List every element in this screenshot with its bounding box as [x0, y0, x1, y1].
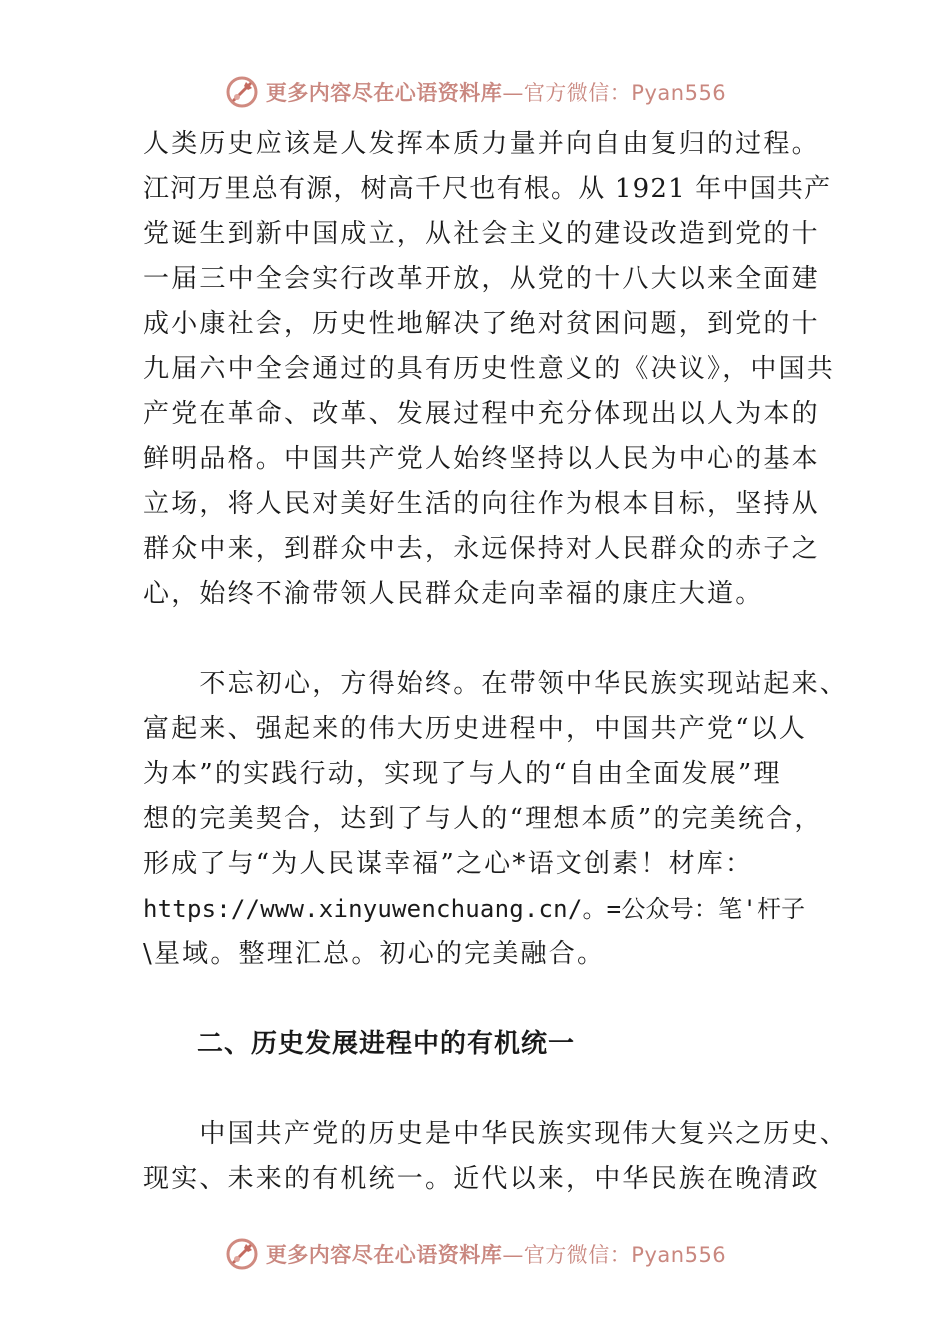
text-line: 产党在革命、改革、发展过程中充分体现出以人为本的 — [143, 399, 820, 429]
text-line: 为本”的实践行动，实现了与人的“自由全面发展”理 — [143, 759, 782, 789]
text-line: 不忘初心，方得始终。在带领中华民族实现站起来、 — [143, 669, 849, 699]
text-line: https://www.xinyuwenchuang.cn/。=公众号：笔'杆子 — [143, 895, 806, 923]
text-line: 党诞生到新中国成立，从社会主义的建设改造到党的十 — [143, 219, 820, 249]
text-line: 富起来、强起来的伟大历史进程中，中国共产党“以人 — [143, 714, 808, 744]
paragraph-gap — [143, 617, 813, 662]
section-heading: 二、历史发展进程中的有机统一 — [143, 1029, 576, 1059]
text-line: 江河万里总有源，树高千尺也有根。从 1921 年中国共产 — [143, 174, 832, 204]
text-line: 鲜明品格。中国共产党人始终坚持以人民为中心的基本 — [143, 444, 820, 474]
text-line: 立场，将人民对美好生活的向往作为根本目标，坚持从 — [143, 489, 820, 519]
pen-seal-logo-icon — [224, 74, 260, 110]
text-line: 心，始终不渝带领人民群众走向幸福的康庄大道。 — [143, 579, 764, 609]
text-line: 形成了与“为人民谋幸福”之心*语文创素！材库： — [143, 849, 754, 879]
paragraph-gap — [143, 977, 813, 1022]
text-line: 九届六中全会通过的具有历史性意义的《决议》，中国共 — [143, 354, 836, 384]
footer-watermark — [0, 1232, 950, 1276]
text-line: 一届三中全会实行改革开放，从党的十八大以来全面建 — [143, 264, 820, 294]
watermark-text: 更多内容尽在心语资料库—官方微信：Pyan556 — [265, 81, 727, 105]
watermark-text: 更多内容尽在心语资料库—官方微信：Pyan556 — [265, 1243, 727, 1267]
text-line: 人类历史应该是人发挥本质力量并向自由复归的过程。 — [143, 129, 820, 159]
text-line: 成小康社会，历史性地解决了绝对贫困问题，到党的十 — [143, 309, 820, 339]
pen-seal-logo-icon — [224, 1236, 260, 1272]
document-body — [143, 122, 849, 1202]
text-line: 想的完美契合，达到了与人的“理想本质”的完美统合， — [143, 804, 823, 834]
text-line: 现实、未来的有机统一。近代以来，中华民族在晚清政 — [143, 1164, 820, 1194]
text-line: 中国共产党的历史是中华民族实现伟大复兴之历史、 — [143, 1119, 849, 1149]
text-line: 群众中来，到群众中去，永远保持对人民群众的赤子之 — [143, 534, 820, 564]
text-line: \星域。整理汇总。初心的完美融合。 — [143, 939, 606, 969]
header-watermark — [0, 70, 950, 114]
paragraph-gap — [143, 1067, 813, 1112]
